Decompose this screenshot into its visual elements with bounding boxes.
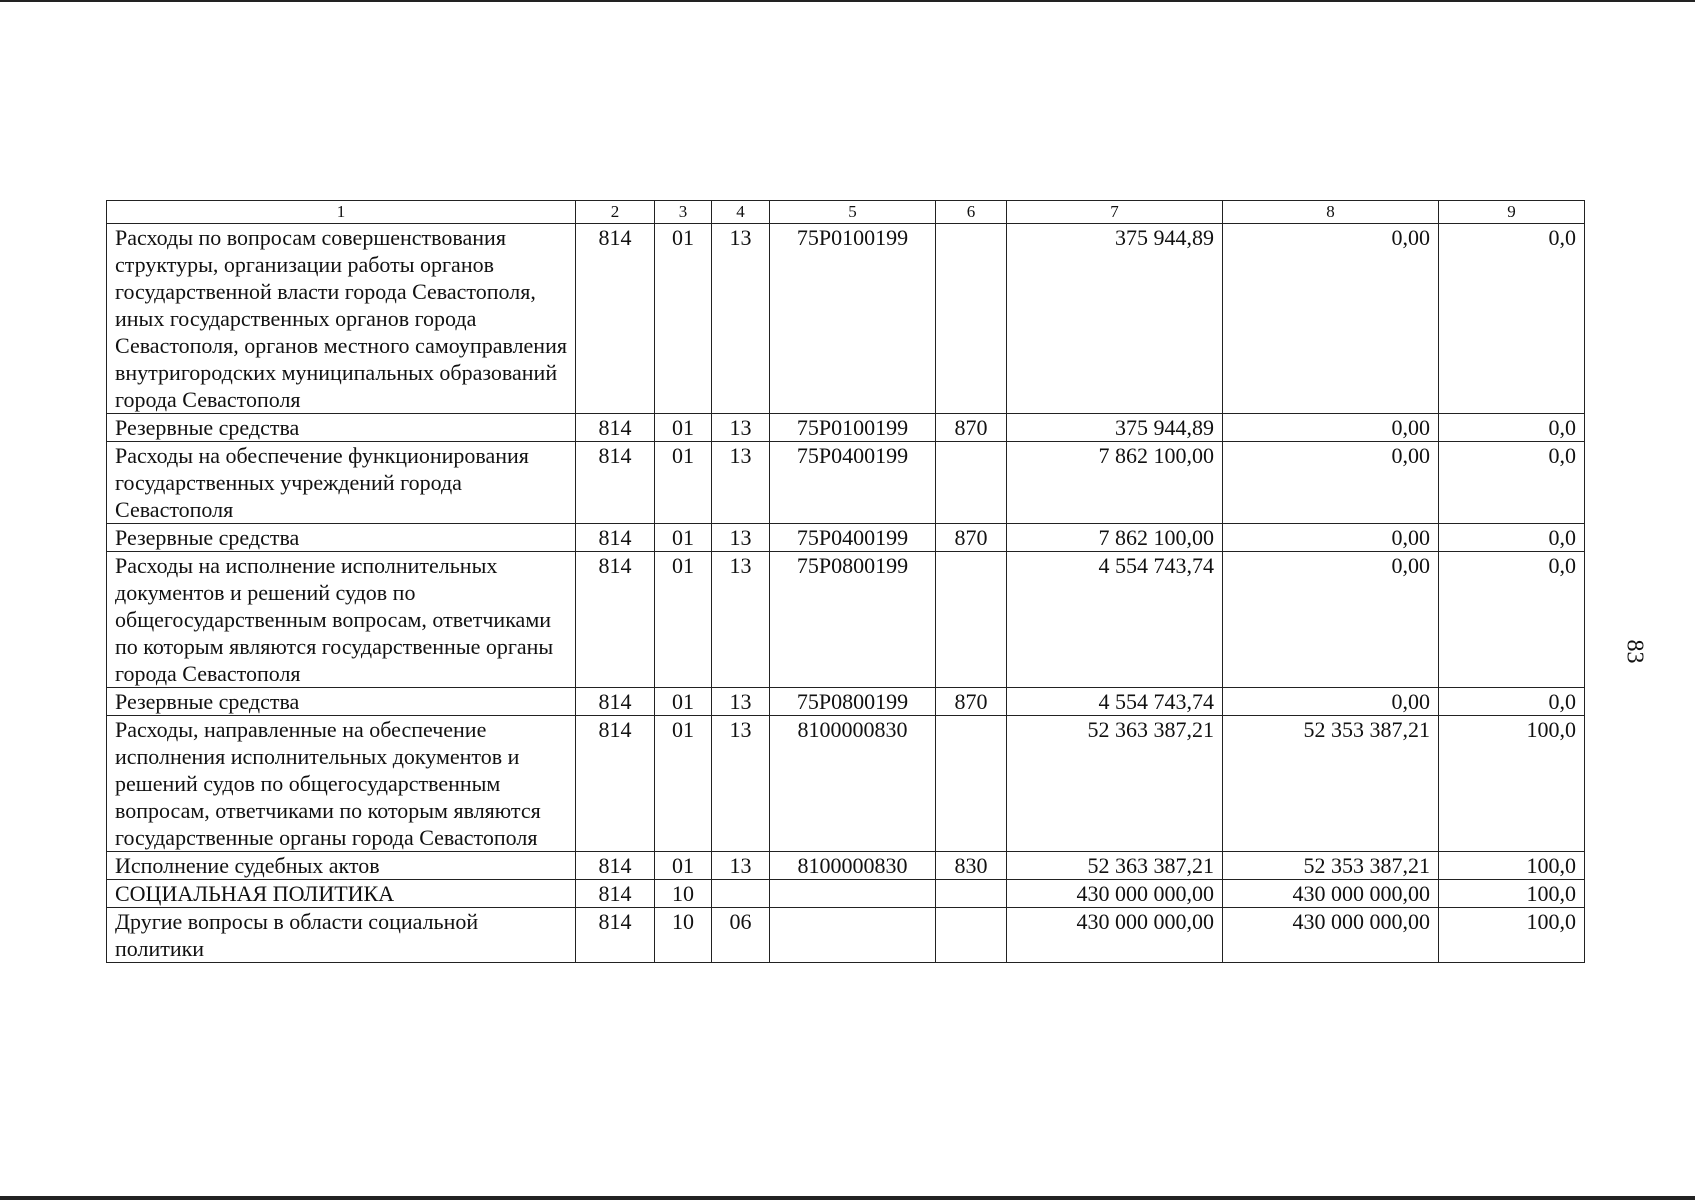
- planned-amount-cell: 4 554 743,74: [1007, 552, 1223, 688]
- section-code-cell: 01: [655, 442, 712, 524]
- column-number-2: 2: [576, 201, 655, 224]
- table-row: [107, 852, 1585, 880]
- section-code-cell: 01: [655, 852, 712, 880]
- table-row: [107, 224, 1585, 414]
- subsection-code-cell: 06: [712, 908, 770, 963]
- planned-amount-cell: 430 000 000,00: [1007, 880, 1223, 908]
- executed-amount-cell: 0,00: [1223, 552, 1439, 688]
- table-row: [107, 880, 1585, 908]
- ministry-code-cell: 814: [576, 442, 655, 524]
- planned-amount-cell: 7 862 100,00: [1007, 442, 1223, 524]
- expense-name-cell: Расходы на обеспечение функционирования государственных учреждений города Севастополя: [107, 442, 576, 524]
- section-code-cell: 10: [655, 908, 712, 963]
- table-row: [107, 442, 1585, 524]
- column-number-4: 4: [712, 201, 770, 224]
- ministry-code-cell: 814: [576, 224, 655, 414]
- expense-type-cell: [936, 880, 1007, 908]
- execution-percent-cell: 0,0: [1439, 442, 1585, 524]
- expense-name-cell: Исполнение судебных актов: [107, 852, 576, 880]
- table-row: [107, 908, 1585, 963]
- execution-percent-cell: 0,0: [1439, 552, 1585, 688]
- scan-border-bottom: [0, 1196, 1695, 1200]
- column-number-9: 9: [1439, 201, 1585, 224]
- expense-name-cell: Резервные средства: [107, 688, 576, 716]
- expense-type-cell: [936, 908, 1007, 963]
- subsection-code-cell: 13: [712, 716, 770, 852]
- expense-type-cell: [936, 442, 1007, 524]
- section-code-cell: 10: [655, 880, 712, 908]
- subsection-code-cell: [712, 880, 770, 908]
- execution-percent-cell: 100,0: [1439, 880, 1585, 908]
- subsection-code-cell: 13: [712, 552, 770, 688]
- executed-amount-cell: 430 000 000,00: [1223, 908, 1439, 963]
- target-article-cell: 75Р0400199: [770, 524, 936, 552]
- executed-amount-cell: 0,00: [1223, 524, 1439, 552]
- expense-type-cell: 830: [936, 852, 1007, 880]
- target-article-cell: 75Р0400199: [770, 442, 936, 524]
- executed-amount-cell: 0,00: [1223, 224, 1439, 414]
- executed-amount-cell: 0,00: [1223, 688, 1439, 716]
- executed-amount-cell: 52 353 387,21: [1223, 716, 1439, 852]
- expense-name-cell: Расходы по вопросам совершенствования структуры, организации работы органов государственной власти города Севастополя, иных государственных органов города Севастополя, органов местного самоуправления внутригородских муниципальных образований города Севастополя: [107, 224, 576, 414]
- budget-table: [106, 200, 1585, 963]
- executed-amount-cell: 52 353 387,21: [1223, 852, 1439, 880]
- target-article-cell: 75Р0800199: [770, 688, 936, 716]
- ministry-code-cell: 814: [576, 852, 655, 880]
- planned-amount-cell: 4 554 743,74: [1007, 688, 1223, 716]
- expense-name-cell: Резервные средства: [107, 524, 576, 552]
- execution-percent-cell: 100,0: [1439, 908, 1585, 963]
- subsection-code-cell: 13: [712, 852, 770, 880]
- section-code-cell: 01: [655, 524, 712, 552]
- executed-amount-cell: 430 000 000,00: [1223, 880, 1439, 908]
- table-row: [107, 524, 1585, 552]
- column-number-5: 5: [770, 201, 936, 224]
- target-article-cell: 8100000830: [770, 852, 936, 880]
- section-code-cell: 01: [655, 414, 712, 442]
- expense-type-cell: 870: [936, 688, 1007, 716]
- target-article-cell: 75Р0100199: [770, 224, 936, 414]
- execution-percent-cell: 100,0: [1439, 852, 1585, 880]
- target-article-cell: [770, 908, 936, 963]
- executed-amount-cell: 0,00: [1223, 414, 1439, 442]
- column-number-1: 1: [107, 201, 576, 224]
- table-row: [107, 552, 1585, 688]
- ministry-code-cell: 814: [576, 552, 655, 688]
- planned-amount-cell: 375 944,89: [1007, 414, 1223, 442]
- table-row: [107, 414, 1585, 442]
- execution-percent-cell: 0,0: [1439, 524, 1585, 552]
- page-number: 83: [1621, 639, 1648, 664]
- target-article-cell: 8100000830: [770, 716, 936, 852]
- column-number-6: 6: [936, 201, 1007, 224]
- expense-name-cell: Резервные средства: [107, 414, 576, 442]
- subsection-code-cell: 13: [712, 524, 770, 552]
- planned-amount-cell: 52 363 387,21: [1007, 852, 1223, 880]
- column-number-8: 8: [1223, 201, 1439, 224]
- subsection-code-cell: 13: [712, 414, 770, 442]
- ministry-code-cell: 814: [576, 908, 655, 963]
- execution-percent-cell: 0,0: [1439, 224, 1585, 414]
- expense-type-cell: 870: [936, 414, 1007, 442]
- expense-type-cell: 870: [936, 524, 1007, 552]
- expense-type-cell: [936, 224, 1007, 414]
- target-article-cell: 75Р0100199: [770, 414, 936, 442]
- section-code-cell: 01: [655, 688, 712, 716]
- column-number-3: 3: [655, 201, 712, 224]
- planned-amount-cell: 430 000 000,00: [1007, 908, 1223, 963]
- expense-name-cell: Расходы на исполнение исполнительных документов и решений судов по общегосударственным вопросам, ответчиками по которым являются государственные органы города Севастополя: [107, 552, 576, 688]
- target-article-cell: [770, 880, 936, 908]
- expense-name-cell: СОЦИАЛЬНАЯ ПОЛИТИКА: [107, 880, 576, 908]
- ministry-code-cell: 814: [576, 688, 655, 716]
- section-code-cell: 01: [655, 224, 712, 414]
- expense-name-cell: Другие вопросы в области социальной политики: [107, 908, 576, 963]
- header-row: [107, 201, 1585, 224]
- subsection-code-cell: 13: [712, 688, 770, 716]
- planned-amount-cell: 375 944,89: [1007, 224, 1223, 414]
- execution-percent-cell: 0,0: [1439, 688, 1585, 716]
- planned-amount-cell: 7 862 100,00: [1007, 524, 1223, 552]
- executed-amount-cell: 0,00: [1223, 442, 1439, 524]
- expense-type-cell: [936, 716, 1007, 852]
- table-row: [107, 716, 1585, 852]
- section-code-cell: 01: [655, 716, 712, 852]
- planned-amount-cell: 52 363 387,21: [1007, 716, 1223, 852]
- execution-percent-cell: 0,0: [1439, 414, 1585, 442]
- ministry-code-cell: 814: [576, 414, 655, 442]
- ministry-code-cell: 814: [576, 716, 655, 852]
- ministry-code-cell: 814: [576, 880, 655, 908]
- column-number-7: 7: [1007, 201, 1223, 224]
- expense-name-cell: Расходы, направленные на обеспечение исполнения исполнительных документов и решений судов по общегосударственным вопросам, ответчиками по которым являются государственные органы города Севастополя: [107, 716, 576, 852]
- expense-type-cell: [936, 552, 1007, 688]
- section-code-cell: 01: [655, 552, 712, 688]
- subsection-code-cell: 13: [712, 442, 770, 524]
- target-article-cell: 75Р0800199: [770, 552, 936, 688]
- table-row: [107, 688, 1585, 716]
- scan-border-top: [0, 0, 1695, 2]
- subsection-code-cell: 13: [712, 224, 770, 414]
- ministry-code-cell: 814: [576, 524, 655, 552]
- execution-percent-cell: 100,0: [1439, 716, 1585, 852]
